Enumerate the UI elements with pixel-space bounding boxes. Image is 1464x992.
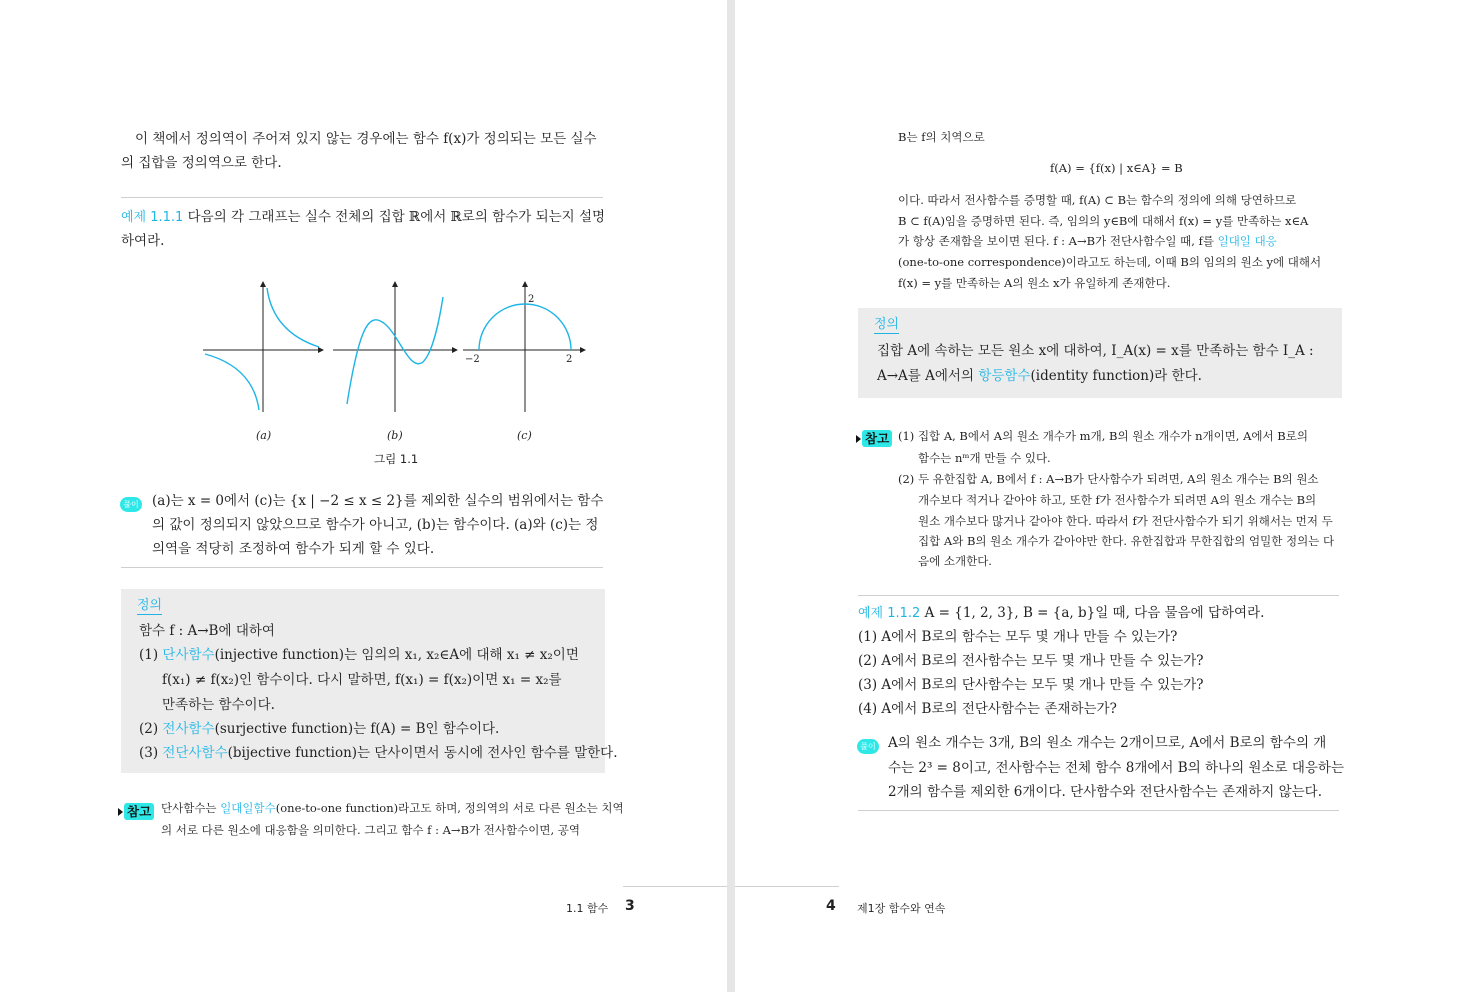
divider	[121, 197, 603, 198]
definition-heading	[137, 594, 162, 613]
example-label: 예제 1.1.2	[858, 606, 921, 621]
item-num: (3)	[139, 745, 159, 761]
example-1-1-2	[858, 601, 1264, 626]
figure-1-1	[195, 272, 595, 447]
solution-line-2: 의 값이 정의되지 않았으므로 함수가 아니고, (b)는 함수이다. (a)와 (c)는 정	[152, 517, 599, 533]
example-text: 다음의 각 그래프는 실수 전체의 집합 ℝ에서 ℝ로의 함수가 되는지 설명	[187, 209, 606, 225]
note-item-2-line-4: 집합 A와 B의 원소 개수가 같아야만 한다. 유한집합과 무한집합의 엄밀한 정의는 다	[918, 534, 1335, 548]
top-line: B는 f의 치역으로	[898, 130, 985, 144]
example-label: 예제 1.1.1	[121, 210, 184, 225]
note-badge-text: 참고	[862, 430, 892, 447]
para-line-4: (one-to-one correspondence)이라고도 하는데, 이때 B의 임의의 원소 y에 대해서	[898, 255, 1322, 269]
page-number-right: 4	[826, 898, 836, 914]
definition-heading-text: 정의	[874, 317, 900, 332]
panel-label-c: (c)	[517, 429, 532, 442]
panel-label-a: (a)	[256, 429, 272, 442]
item-text: (surjective function)는 f(A) = B인 함수이다.	[214, 721, 500, 737]
solution-pill: 풀이	[120, 497, 142, 512]
question-3: (3) A에서 B로의 단사함수는 모두 몇 개나 만들 수 있는가?	[858, 677, 1204, 693]
note-item-2-line-5: 음에 소개한다.	[918, 554, 992, 568]
term-bijective: 전단사함수	[162, 745, 228, 761]
intro-line-1: 이 책에서 정의역이 주어져 있지 않는 경우에는 함수 f(x)가 정의되는 모든 실수	[135, 131, 597, 147]
term-one-to-one: 일대일함수	[220, 801, 276, 815]
divider	[858, 595, 1339, 596]
example-1-1-1	[121, 205, 605, 230]
item-num: (1)	[139, 647, 159, 663]
term-one-to-one-correspondence: 일대일 대응	[1217, 234, 1277, 248]
definition-lead: 함수 f : A→B에 대하여	[139, 623, 275, 639]
question-2: (2) A에서 B로의 전사함수는 모두 몇 개나 만들 수 있는가?	[858, 653, 1204, 669]
example-text-2: 하여라.	[121, 233, 165, 249]
para-line-1: 이다. 따라서 전사함수를 증명할 때, f(A) ⊂ B는 함수의 정의에 의해 당연하므로	[898, 193, 1297, 207]
para-text: 가 항상 존재함을 보이면 된다. f : A→B가 전단사함수일 때, f를	[898, 234, 1218, 248]
definition-line-2	[877, 364, 1202, 388]
triangle-icon	[118, 808, 123, 816]
triangle-icon	[856, 435, 861, 443]
divider	[121, 567, 603, 568]
page-number-left: 3	[625, 898, 635, 914]
footer-rule	[623, 886, 727, 887]
solution-pill: 풀이	[857, 739, 879, 754]
graph-b	[333, 282, 457, 412]
solution-line-1: (a)는 x = 0에서 (c)는 {x | −2 ≤ x ≤ 2}를 제외한 실수의 범위에서는 함수	[152, 493, 604, 509]
note-badge-text: 참고	[124, 803, 154, 820]
tick-two-x: 2	[566, 354, 573, 365]
definition-text: (identity function)라 한다.	[1030, 368, 1202, 384]
definition-item-3	[139, 741, 618, 765]
note-item-1-line-2: 함수는 nᵐ개 만들 수 있다.	[918, 451, 1051, 465]
term-surjective: 전사함수	[162, 721, 215, 737]
solution-badge	[120, 492, 142, 512]
para-line-2: B ⊂ f(A)임을 증명하면 된다. 즉, 임의의 y∈B에 대해서 f(x) = y를 만족하는 x∈A	[898, 214, 1309, 228]
formula: f(A) = {f(x) | x∈A} = B	[1050, 161, 1183, 175]
solution-line-1: A의 원소 개수는 3개, B의 원소 개수는 2개이므로, A에서 B로의 함수의 개	[888, 735, 1327, 751]
note-item-2-line-2: 개수보다 적거나 같아야 하고, 또한 f가 전사함수가 되려면 A의 원소 개수는 B의	[918, 493, 1317, 507]
definition-item-1	[139, 643, 579, 667]
question-4: (4) A에서 B로의 전단사함수는 존재하는가?	[858, 701, 1117, 717]
solution-line-2: 수는 2³ = 8이고, 전사함수는 전체 함수 8개에서 B의 하나의 원소로 대응하는	[888, 760, 1345, 776]
definition-item-1-line-2: f(x₁) ≠ f(x₂)인 함수이다. 다시 말하면, f(x₁) = f(x₂)이면 x₁ = x₂를	[162, 672, 562, 688]
term-identity: 항등함수	[978, 368, 1031, 384]
figure-caption: 그림 1.1	[374, 452, 419, 466]
footer-chapter: 제1장 함수와 연속	[857, 902, 946, 915]
definition-item-1-line-3: 만족하는 함수이다.	[162, 697, 275, 713]
solution-line-3: 2개의 함수를 제외한 6개이다. 단사함수와 전단사함수는 존재하지 않는다.	[888, 784, 1322, 800]
para-line-3	[898, 231, 1277, 252]
footer-section: 1.1 함수	[566, 902, 609, 915]
definition-heading	[874, 313, 899, 332]
intro-line-2: 의 집합을 정의역으로 한다.	[121, 155, 282, 171]
definition-heading-text: 정의	[137, 598, 163, 613]
definition-text: A→A를 A에서의	[877, 368, 979, 384]
note-badge	[856, 428, 892, 447]
note-item-1-line-1: (1) 집합 A, B에서 A의 원소 개수가 m개, B의 원소 개수가 n개이면, A에서 B로의	[898, 429, 1308, 443]
tick-two-y: 2	[528, 294, 535, 305]
example-head: A = {1, 2, 3}, B = {a, b}일 때, 다음 물음에 답하여라.	[924, 605, 1265, 621]
footer-rule	[735, 886, 839, 887]
note-line-1	[161, 798, 624, 819]
item-text: (injective function)는 임의의 x₁, x₂∈A에 대해 x₁ ≠ x₂이면	[214, 647, 579, 663]
question-1: (1) A에서 B로의 함수는 모두 몇 개나 만들 수 있는가?	[858, 629, 1178, 645]
graph-a	[203, 282, 323, 412]
tick-neg-two: −2	[465, 354, 480, 365]
note-text: (one-to-one function)라고도 하며, 정의역의 서로 다른 원소는 치역	[275, 801, 624, 815]
panel-label-b: (b)	[387, 429, 403, 442]
definition-item-2	[139, 717, 499, 741]
note-text: 단사함수는	[161, 801, 221, 815]
divider	[858, 810, 1339, 811]
para-line-5: f(x) = y를 만족하는 A의 원소 x가 유일하게 존재한다.	[898, 276, 1171, 290]
solution-line-3: 의역을 적당히 조정하여 함수가 되게 할 수 있다.	[152, 541, 435, 557]
item-num: (2)	[139, 721, 159, 737]
definition-line-1: 집합 A에 속하는 모든 원소 x에 대하여, I_A(x) = x를 만족하는 함수 I_A :	[877, 343, 1314, 359]
note-item-2-line-3: 원소 개수보다 많거나 같아야 한다. 따라서 f가 전단사함수가 되기 위해서는 먼저 두	[918, 514, 1333, 528]
term-injective: 단사함수	[162, 647, 215, 663]
item-text: (bijective function)는 단사이면서 동시에 전사인 함수를 말한다.	[227, 745, 618, 761]
graph-c	[463, 282, 585, 412]
solution-badge	[857, 734, 879, 754]
note-item-2-line-1: (2) 두 유한집합 A, B에서 f : A→B가 단사함수가 되려면, A의 원소 개수는 B의 원소	[898, 472, 1319, 486]
page-gutter	[727, 0, 735, 992]
note-badge	[118, 801, 154, 820]
note-line-2: 의 서로 다른 원소에 대응함을 의미한다. 그리고 함수 f : A→B가 전사함수이면, 공역	[161, 823, 580, 837]
